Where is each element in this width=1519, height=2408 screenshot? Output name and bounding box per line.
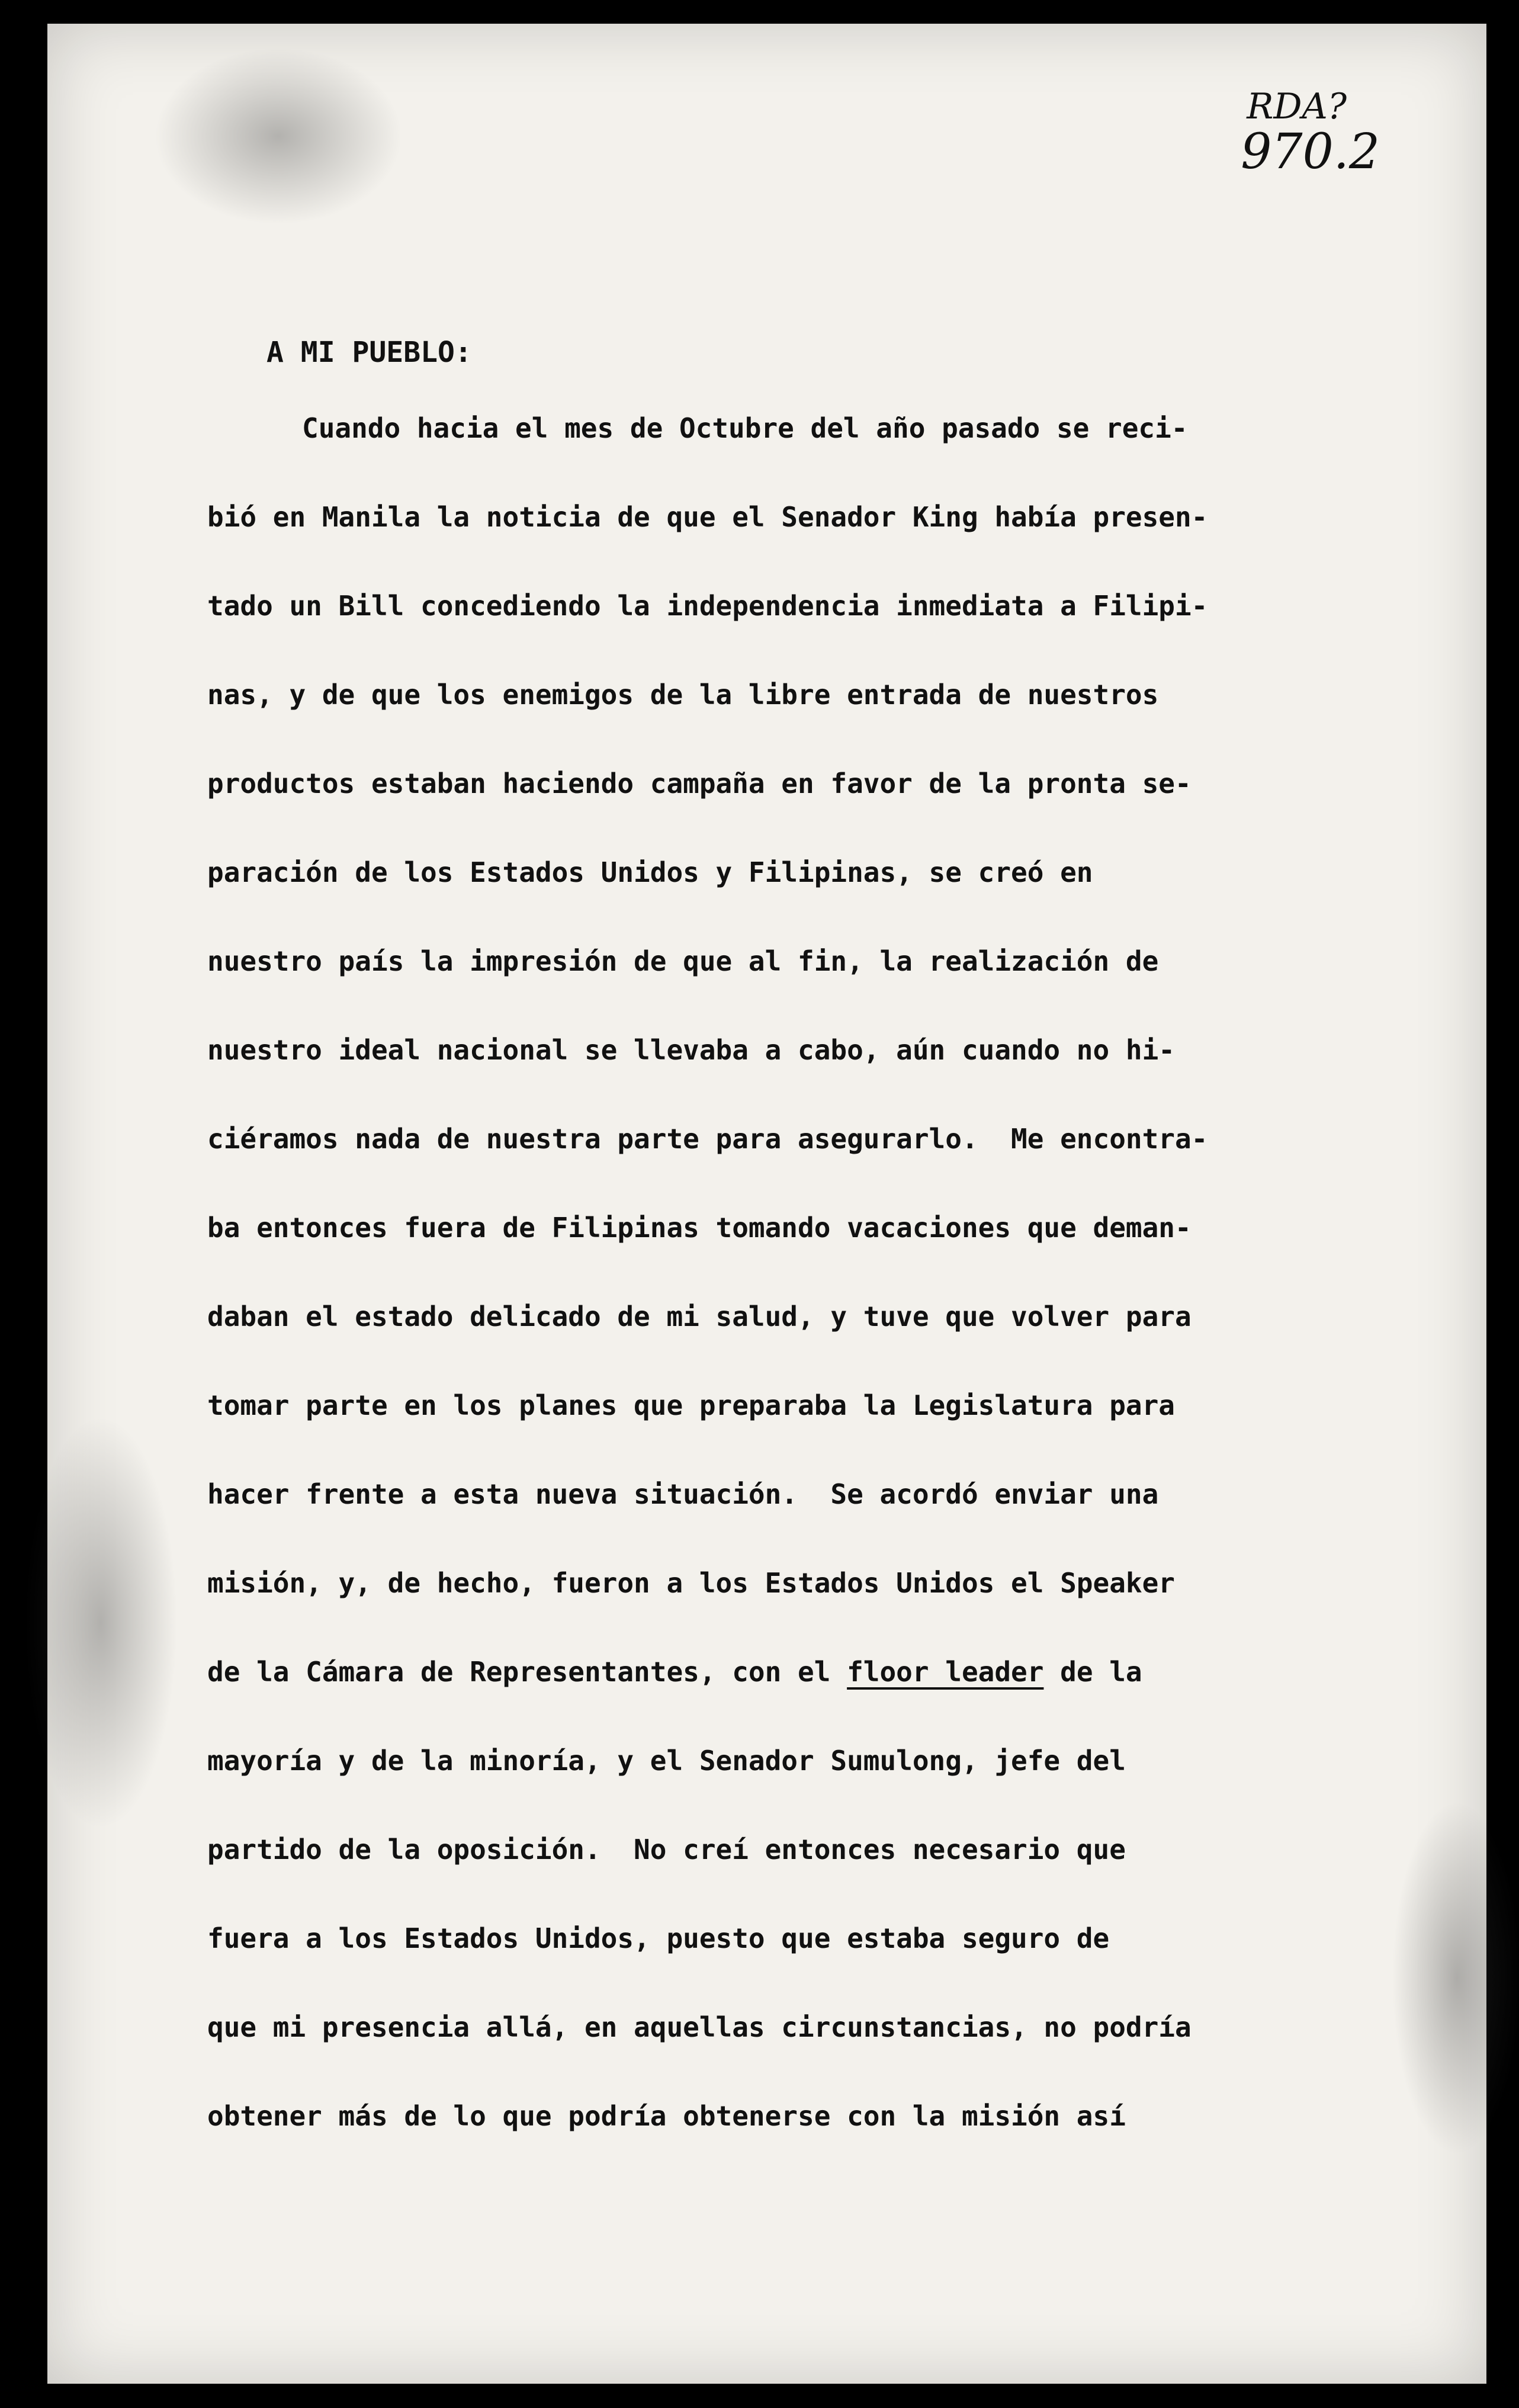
text-line: tomar parte en los planes que preparaba la Legislatura para (207, 1389, 1175, 1421)
text-line: ciéramos nada de nuestra parte para asegurarlo. Me encontra- (207, 1123, 1208, 1155)
text-line: bió en Manila la noticia de que el Senador King había presen- (207, 501, 1208, 533)
ink-smudge-left (24, 1415, 178, 1830)
annotation-line-1: RDA? (1247, 86, 1347, 127)
text-line: nas, y de que los enemigos de la libre entrada de nuestros (207, 679, 1159, 711)
text-line: paración de los Estados Unidos y Filipinas, se creó en (207, 856, 1093, 888)
text-segment: de la (1043, 1656, 1142, 1688)
letter-salutation: A MI PUEBLO: (266, 336, 472, 369)
text-line: nuestro ideal nacional se llevaba a cabo, aún cuando no hi- (207, 1034, 1175, 1066)
ink-smudge-top (154, 47, 403, 225)
typed-letter (207, 335, 1350, 2187)
text-line: daban el estado delicado de mi salud, y tuve que volver para (207, 1301, 1192, 1333)
text-line: tado un Bill concediendo la independencia inmediata a Filipi- (207, 590, 1208, 622)
text-line: productos estaban haciendo campaña en favor de la pronta se- (207, 768, 1192, 800)
text-line-content: Cuando hacia el mes de Octubre del año pasado se reci- (302, 412, 1188, 444)
text-line: fuera a los Estados Unidos, puesto que estaba seguro de (207, 1922, 1110, 1954)
handwritten-annotation (1241, 86, 1380, 180)
text-line: misión, y, de hecho, fueron a los Estados Unidos el Speaker (207, 1567, 1175, 1599)
text-line (207, 410, 1350, 499)
text-line: nuestro país la impresión de que al fin, la realización de (207, 945, 1159, 977)
text-segment: de la Cámara de Representantes, con el (207, 1656, 847, 1688)
text-line: obtener más de lo que podría obtenerse con la misión así (207, 2100, 1126, 2132)
annotation-line-2: 970.2 (1241, 124, 1380, 180)
text-line: mayoría y de la minoría, y el Senador Sumulong, jefe del (207, 1745, 1126, 1777)
text-line: que mi presencia allá, en aquellas circunstancias, no podría (207, 2011, 1192, 2043)
ink-smudge-right (1392, 1800, 1519, 2156)
text-line: ba entonces fuera de Filipinas tomando vacaciones que deman- (207, 1212, 1192, 1244)
text-line (207, 1654, 1350, 1743)
underlined-term: floor leader (847, 1656, 1044, 1688)
letter-body (207, 410, 1350, 2187)
text-line: hacer frente a esta nueva situación. Se acordó enviar una (207, 1478, 1159, 1510)
text-line: partido de la oposición. No creí entonces necesario que (207, 1834, 1126, 1866)
